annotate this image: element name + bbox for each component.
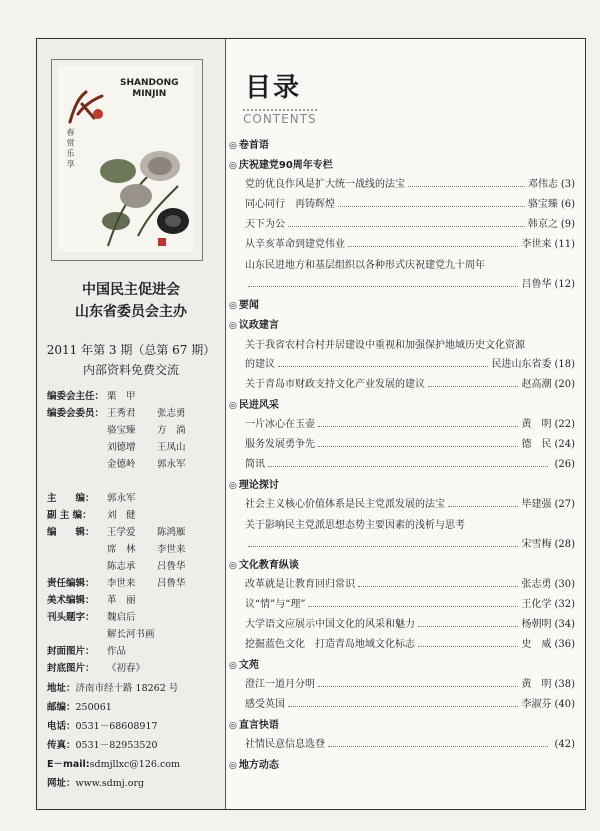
- toc-entry[interactable]: [245, 596, 575, 610]
- staff-name: 魏启后: [107, 612, 136, 623]
- entry-page: (11): [554, 239, 575, 250]
- entry-page: (24): [554, 439, 575, 450]
- entry-page: (3): [560, 179, 575, 190]
- section-bullet-icon: ◎: [229, 141, 237, 151]
- toc-section-heading[interactable]: [229, 476, 279, 491]
- staff-row: [47, 660, 223, 677]
- dot-leader: [338, 206, 525, 207]
- staff-row: [47, 592, 223, 609]
- entry-author: 张志勇: [521, 579, 552, 590]
- dot-leader: [318, 446, 518, 447]
- contact-label: 传真：: [47, 740, 76, 751]
- entry-author: 宋雪梅: [521, 539, 552, 550]
- dot-leader: [428, 386, 518, 387]
- toc-section-heading[interactable]: [229, 656, 259, 671]
- entry-author: 王化学: [521, 599, 552, 610]
- staff-row: [47, 473, 223, 490]
- entry-title: 的建议: [245, 359, 275, 370]
- toc-section-heading[interactable]: [229, 296, 259, 311]
- contact-value: 0531－68608917: [75, 721, 158, 732]
- organizer-line2: 山东省委员会主办: [75, 304, 187, 320]
- entry-title: 澄江一道月分明: [245, 679, 315, 690]
- entry-page: (36): [554, 639, 575, 650]
- entry-title: 从辛亥革命到建党伟业: [245, 239, 345, 250]
- staff-name: 王学爱: [107, 527, 136, 538]
- dot-leader: [358, 586, 518, 587]
- toc-entry[interactable]: [245, 536, 575, 550]
- editorial-staff-list: [47, 388, 223, 677]
- dot-leader: [288, 226, 525, 227]
- section-bullet-icon: ◎: [229, 161, 237, 171]
- staff-name: 吕鲁华: [157, 561, 186, 572]
- staff-row: [47, 541, 223, 558]
- staff-role: 封底图片：: [47, 663, 95, 674]
- dot-leader: [248, 546, 518, 547]
- staff-name: 方 淌: [157, 425, 186, 436]
- entry-page: (6): [560, 199, 575, 210]
- dot-leader: [328, 746, 548, 747]
- entry-page: (30): [554, 579, 575, 590]
- contact-row: [47, 755, 223, 774]
- contact-row: [47, 736, 223, 755]
- entry-author: 吕鲁华: [521, 279, 552, 290]
- staff-role: 主 编：: [47, 493, 95, 504]
- staff-name: 李世来: [157, 544, 186, 555]
- staff-name: 栗 甲: [107, 391, 136, 402]
- brand-line2: MINJIN: [132, 89, 167, 99]
- toc-entry[interactable]: [245, 636, 575, 650]
- section-label: 直言快语: [238, 720, 279, 731]
- entry-title: 关于青岛市财政支持文化产业发展的建议: [245, 379, 425, 390]
- section-label: 议政建言: [238, 320, 279, 331]
- section-bullet-icon: ◎: [229, 561, 237, 571]
- contact-row: [47, 717, 223, 736]
- toc-entry[interactable]: [245, 376, 575, 390]
- entry-title: 社情民意信息选登: [245, 739, 325, 750]
- contact-label: E－mail:: [47, 759, 90, 770]
- staff-name: 陈志承: [107, 561, 136, 572]
- entry-page: (40): [554, 699, 575, 710]
- entry-title: 挖掘蓝色文化 打造青岛地域文化标志: [245, 639, 415, 650]
- entry-page: (12): [554, 279, 575, 290]
- staff-name: 席 林: [107, 544, 136, 555]
- toc-entry[interactable]: [245, 436, 575, 450]
- staff-role: 编委会主任：: [47, 391, 105, 402]
- staff-row: [47, 405, 223, 422]
- staff-role: 副 主 编：: [47, 510, 92, 521]
- entry-page: (27): [554, 499, 575, 510]
- contact-value: 济南市经十路 18262 号: [75, 683, 179, 694]
- cover-thumbnail: [51, 59, 203, 261]
- staff-name: 骆宝臻: [107, 425, 136, 436]
- dot-leader: [318, 426, 518, 427]
- entry-title: 天下为公: [245, 219, 285, 230]
- cover-calligraphy-logo: [64, 84, 108, 128]
- section-label: 文苑: [238, 660, 259, 671]
- entry-title: 社会主义核心价值体系是民主党派发展的法宝: [245, 499, 445, 510]
- staff-name: 王凤山: [157, 442, 186, 453]
- entry-author: 韩京之: [527, 219, 558, 230]
- toc-section-heading[interactable]: [229, 716, 279, 731]
- entry-title-line1: 关于我省农村合村并居建设中重视和加强保护地域历史文化资源: [245, 340, 525, 351]
- dot-leader: [348, 246, 518, 247]
- contact-row: [47, 774, 223, 793]
- staff-row: [47, 507, 223, 524]
- dot-leader: [308, 606, 518, 607]
- contact-row: [47, 698, 223, 717]
- entry-title: 服务发展勇争先: [245, 439, 315, 450]
- toc-entry[interactable]: [245, 236, 575, 250]
- section-bullet-icon: ◎: [229, 401, 237, 411]
- toc-entry[interactable]: [245, 676, 575, 690]
- entry-title: 大学语文应展示中国文化的风采和魅力: [245, 619, 415, 630]
- toc-entry[interactable]: [245, 176, 575, 190]
- entry-page: (20): [554, 379, 575, 390]
- toc-entry[interactable]: [245, 616, 575, 630]
- staff-name: 陈鸿雁: [157, 527, 186, 538]
- cover-calligraphy-text: 春 赏 乐 享: [66, 128, 75, 168]
- entry-author: 德 民: [521, 439, 552, 450]
- entry-title-line1: 关于影响民主党派思想态势主要因素的浅析与思考: [245, 520, 465, 531]
- contact-label: 电话：: [47, 721, 76, 732]
- contact-row: [47, 679, 223, 698]
- entry-author: 邓伟志: [527, 179, 558, 190]
- toc-section-heading[interactable]: [229, 316, 279, 331]
- entry-title: 议“情”与“理”: [245, 599, 306, 610]
- toc-section-heading[interactable]: [229, 396, 279, 411]
- staff-row: [47, 388, 223, 405]
- staff-name: 金德岭: [107, 459, 136, 470]
- entry-page: (18): [554, 359, 575, 370]
- staff-row: [47, 524, 223, 541]
- entry-title: 感受英国: [245, 699, 285, 710]
- entry-title: 改革就是让教育回归常识: [245, 579, 355, 590]
- toc-entry[interactable]: [245, 576, 575, 590]
- dot-leader: [418, 646, 518, 647]
- dot-leader: [448, 506, 518, 507]
- entry-author: 史 威: [521, 639, 552, 650]
- entry-page: (9): [560, 219, 575, 230]
- entry-author: 杨朝明: [521, 619, 552, 630]
- entry-author: 民进山东省委: [491, 359, 552, 370]
- toc-entry[interactable]: [245, 696, 575, 710]
- staff-name: 《初春》: [107, 663, 146, 674]
- section-bullet-icon: ◎: [229, 721, 237, 731]
- toc-section-heading[interactable]: [229, 756, 279, 771]
- dot-leader: [318, 686, 518, 687]
- entry-page: (22): [554, 419, 575, 430]
- staff-name: 革 丽: [107, 595, 136, 606]
- section-bullet-icon: ◎: [229, 661, 237, 671]
- staff-name: 郭永军: [107, 493, 136, 504]
- toc-entry[interactable]: [245, 456, 575, 470]
- contact-info: [47, 679, 223, 793]
- section-label: 地方动态: [238, 760, 279, 771]
- contact-value: 250061: [75, 702, 112, 713]
- toc-section-heading[interactable]: [229, 156, 333, 171]
- toc-section-heading[interactable]: [229, 556, 299, 571]
- staff-name: 解长河书画作品: [107, 629, 155, 657]
- contact-label: 邮编：: [47, 702, 76, 713]
- staff-row: [47, 456, 223, 473]
- section-bullet-icon: ◎: [229, 301, 237, 311]
- toc-entry[interactable]: [245, 356, 575, 370]
- peony-painting: [88, 126, 198, 256]
- dot-leader: [278, 366, 488, 367]
- section-bullet-icon: ◎: [229, 761, 237, 771]
- toc-entry[interactable]: [245, 416, 575, 430]
- staff-role: 封面图片：: [47, 646, 95, 657]
- entry-author: 黄 明: [521, 679, 552, 690]
- toc-entry[interactable]: [245, 736, 575, 750]
- staff-row: [47, 609, 223, 626]
- section-bullet-icon: ◎: [229, 321, 237, 331]
- dot-leader: [288, 706, 518, 707]
- staff-row: [47, 626, 223, 660]
- toc-subtitle: CONTENTS: [243, 109, 317, 126]
- issue-number: 2011 年第 3 期（总第 67 期）: [46, 343, 216, 357]
- magazine-brand: [120, 78, 179, 100]
- entry-title-line1: 山东民进地方和基层组织以各种形式庆祝建党九十周年: [245, 260, 485, 271]
- dot-leader: [268, 466, 548, 467]
- entry-page: (34): [554, 619, 575, 630]
- distribution-note: 内部资料免费交流: [82, 363, 179, 377]
- section-label: 文化教育纵谈: [238, 560, 299, 571]
- entry-page: (32): [554, 599, 575, 610]
- entry-author: 李淑芬: [521, 699, 552, 710]
- section-label: 卷首语: [238, 140, 269, 151]
- entry-author: 毕建强: [521, 499, 552, 510]
- dot-leader: [408, 186, 525, 187]
- entry-author: 骆宝臻: [527, 199, 558, 210]
- entry-page: (42): [554, 739, 575, 750]
- staff-name: 李世来: [107, 578, 136, 589]
- organizer-line1: 中国民主促进会: [82, 282, 180, 298]
- staff-role: 编 辑：: [47, 527, 95, 538]
- staff-row: [47, 439, 223, 456]
- entry-page: (26): [554, 459, 575, 470]
- staff-name: 郭永军: [157, 459, 186, 470]
- staff-row: [47, 558, 223, 575]
- toc-section-heading[interactable]: [229, 136, 269, 151]
- entry-title: 党的优良作风是扩大统一战线的法宝: [245, 179, 405, 190]
- staff-role: 责任编辑：: [47, 578, 95, 589]
- section-label: 要闻: [238, 300, 259, 311]
- contact-value: www.sdmj.org: [75, 778, 145, 789]
- staff-name: 王秀君: [107, 408, 136, 419]
- staff-role: 刊头题字：: [47, 612, 95, 623]
- cover-inner: [58, 66, 194, 252]
- section-label: 庆祝建党90周年专栏: [238, 160, 333, 171]
- contact-value: sdmjllxc@126.com: [89, 759, 180, 770]
- toc-entry[interactable]: [245, 216, 575, 230]
- entry-page: (38): [554, 679, 575, 690]
- staff-row: [47, 422, 223, 439]
- contact-label: 地址：: [47, 683, 76, 694]
- toc-title: 目录: [245, 73, 302, 103]
- entry-author: 李世来: [521, 239, 552, 250]
- entry-page: (28): [554, 539, 575, 550]
- staff-row: [47, 575, 223, 592]
- staff-role: 美术编辑：: [47, 595, 95, 606]
- staff-name: 张志勇: [157, 408, 186, 419]
- page-frame: [36, 38, 586, 810]
- entry-title: 同心同行 再铸辉煌: [245, 199, 335, 210]
- section-bullet-icon: ◎: [229, 481, 237, 491]
- contact-label: 网址：: [47, 778, 76, 789]
- brand-line1: SHANDONG: [120, 78, 179, 88]
- contact-value: 0531－82953520: [75, 740, 158, 751]
- staff-name: 吕鲁华: [157, 578, 186, 589]
- masthead-column: [37, 39, 226, 809]
- section-label: 民进风采: [238, 400, 279, 411]
- section-label: 理论探讨: [238, 480, 279, 491]
- staff-name: 刘德增: [107, 442, 136, 453]
- entry-author: 赵高潮: [521, 379, 552, 390]
- entry-title: 简讯: [245, 459, 265, 470]
- staff-row: [47, 490, 223, 507]
- entry-author: 黄 明: [521, 419, 552, 430]
- table-of-contents: [225, 39, 585, 809]
- staff-name: 刘 健: [107, 510, 136, 521]
- dot-leader: [418, 626, 518, 627]
- toc-entry[interactable]: [245, 496, 575, 510]
- toc-entry[interactable]: [245, 276, 575, 290]
- staff-role: 编委会委员：: [47, 408, 105, 419]
- dot-leader: [248, 286, 518, 287]
- entry-title: 一片冰心在玉壶: [245, 419, 315, 430]
- toc-entry[interactable]: [245, 196, 575, 210]
